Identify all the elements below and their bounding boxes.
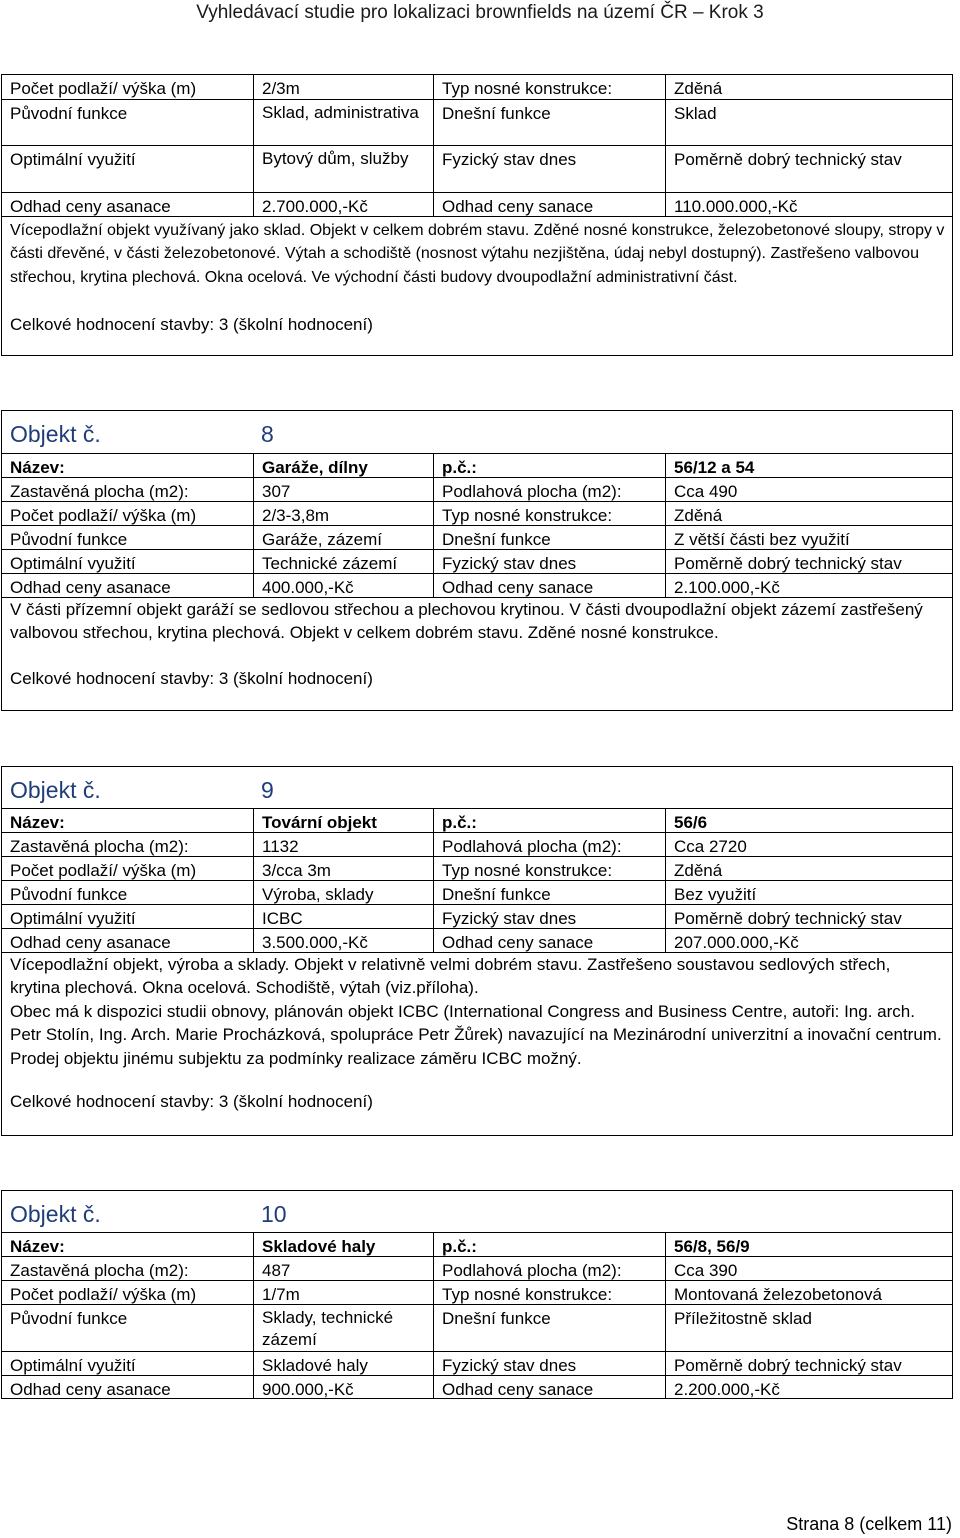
row-costs — [2, 192, 952, 216]
label-floors: Počet podlaží/ výška (m) — [10, 79, 197, 98]
value-demolition-cost: 3.500.000,-Kč — [253, 928, 433, 952]
value-demolition-cost: 2.700.000,-Kč — [253, 192, 433, 216]
overall-rating: Celkové hodnocení stavby: 3 (školní hodnocení) — [10, 1092, 373, 1111]
value-remediation-cost: 2.200.000,-Kč — [665, 1375, 952, 1399]
page-number: Strana 8 (celkem 11) — [786, 1514, 952, 1534]
value-floor-area: Cca 490 — [665, 477, 952, 501]
description: V části přízemní objekt garáží se sedlovou střechou a plechovou krytinou. V části dvoupodlažní objekt zázemí zastřešený valbovou střechou, krytina plechová. Objekt v celkem dobrém stavu. Zděné nosné konstrukce. — [10, 600, 923, 643]
label-name: Název: — [2, 1232, 253, 1256]
row-use — [2, 904, 952, 928]
label-condition: Fyzický stav dnes — [433, 549, 665, 573]
row-function — [2, 1304, 952, 1351]
value-floors: 2/3-3,8m — [253, 501, 433, 525]
label-name: Název: — [2, 453, 253, 477]
value-built-area: 1132 — [253, 832, 433, 856]
value-structure: Zděná — [665, 501, 952, 525]
label-floor-area: Podlahová plocha (m2): — [433, 832, 665, 856]
row-area — [2, 477, 952, 501]
value-built-area: 307 — [253, 477, 433, 501]
object-number: 10 — [261, 1201, 287, 1227]
row-function — [2, 99, 952, 145]
overall-rating: Celkové hodnocení stavby: 3 (školní hodnocení) — [10, 315, 373, 334]
value-demolition-cost: 400.000,-Kč — [253, 573, 433, 597]
label-remediation-cost: Odhad ceny sanace — [433, 573, 665, 597]
value-current-function: Z větší části bez využití — [665, 525, 952, 549]
value-structure: Zděná — [665, 75, 952, 99]
value-remediation-cost: 110.000.000,-Kč — [665, 192, 952, 216]
value-original-function: Výroba, sklady — [253, 880, 433, 904]
row-use — [2, 1351, 952, 1375]
label-structure: Typ nosné konstrukce: — [433, 856, 665, 880]
label-parcel: p.č.: — [433, 453, 665, 477]
row-name — [2, 1232, 952, 1256]
row-area — [2, 1256, 952, 1280]
object-number: 8 — [261, 421, 274, 447]
value-name: Skladové haly — [253, 1232, 433, 1256]
row-description — [2, 952, 952, 1137]
value-parcel: 56/8, 56/9 — [665, 1232, 952, 1256]
row-description — [2, 597, 952, 712]
value-remediation-cost: 2.100.000,-Kč — [665, 573, 952, 597]
value-current-function: Sklad — [665, 99, 952, 145]
row-floors — [2, 501, 952, 525]
label-floor-area: Podlahová plocha (m2): — [433, 1256, 665, 1280]
row-name — [2, 808, 952, 832]
label-demolition-cost: Odhad ceny asanace — [2, 928, 253, 952]
object-header — [2, 411, 952, 453]
label-current-function: Dnešní funkce — [433, 525, 665, 549]
label-original-function: Původní funkce — [2, 880, 253, 904]
label-floors: Počet podlaží/ výška (m) — [2, 501, 253, 525]
label-condition: Fyzický stav dnes — [433, 904, 665, 928]
value-demolition-cost: 900.000,-Kč — [253, 1375, 433, 1399]
label-remediation-cost: Odhad ceny sanace — [433, 1375, 665, 1399]
value-optimal-use: ICBC — [253, 904, 433, 928]
row-floors — [2, 75, 952, 99]
label-structure: Typ nosné konstrukce: — [433, 75, 665, 99]
value-parcel: 56/6 — [665, 808, 952, 832]
label-built-area: Zastavěná plocha (m2): — [2, 477, 253, 501]
object-number-label: Objekt č. — [10, 1201, 101, 1227]
value-remediation-cost: 207.000.000,-Kč — [665, 928, 952, 952]
value-optimal-use: Skladové haly — [253, 1351, 433, 1375]
label-built-area: Zastavěná plocha (m2): — [2, 1256, 253, 1280]
label-demolition-cost: Odhad ceny asanace — [2, 192, 253, 216]
value-condition: Poměrně dobrý technický stav — [665, 1351, 952, 1375]
row-use — [2, 549, 952, 573]
label-current-function: Dnešní funkce — [433, 1304, 665, 1351]
value-floor-area: Cca 2720 — [665, 832, 952, 856]
value-condition: Poměrně dobrý technický stav — [665, 904, 952, 928]
study-note: Obec má k dispozici studii obnovy, plánován objekt ICBC (International Congress and Business Centre, autoři: Ing. arch. Petr Stolín, Ing. Arch. Marie Procházková, spolupráce Petr Žůrek) navazující na Mezinárodní univerzitní a inovační centrum. Prodej objektu jinému subjektu za podmínky realizace záměru ICBC možný. — [10, 1002, 942, 1068]
object-number-label: Objekt č. — [10, 421, 101, 447]
value-parcel: 56/12 a 54 — [665, 453, 952, 477]
label-name: Název: — [2, 808, 253, 832]
object-8-table — [1, 410, 953, 711]
row-function — [2, 880, 952, 904]
value-structure: Montovaná železobetonová — [665, 1280, 952, 1304]
label-optimal-use: Optimální využití — [2, 1351, 253, 1375]
object-table-continued — [1, 74, 953, 356]
label-remediation-cost: Odhad ceny sanace — [433, 192, 665, 216]
value-optimal-use: Bytový dům, služby — [253, 145, 433, 192]
label-parcel: p.č.: — [433, 808, 665, 832]
overall-rating: Celkové hodnocení stavby: 3 (školní hodnocení) — [10, 669, 373, 688]
object-header — [2, 1191, 952, 1232]
label-original-function: Původní funkce — [2, 99, 253, 145]
label-current-function: Dnešní funkce — [433, 880, 665, 904]
label-condition: Fyzický stav dnes — [433, 1351, 665, 1375]
label-demolition-cost: Odhad ceny asanace — [2, 1375, 253, 1399]
row-floors — [2, 1280, 952, 1304]
value-original-function: Sklad, administrativa — [253, 99, 433, 145]
row-costs — [2, 928, 952, 952]
value-floors: 1/7m — [253, 1280, 433, 1304]
value-condition: Poměrně dobrý technický stav — [665, 549, 952, 573]
row-area — [2, 832, 952, 856]
label-floors: Počet podlaží/ výška (m) — [2, 1280, 253, 1304]
value-condition: Poměrně dobrý technický stav — [665, 145, 952, 192]
label-structure: Typ nosné konstrukce: — [433, 1280, 665, 1304]
label-structure: Typ nosné konstrukce: — [433, 501, 665, 525]
value-current-function: Příležitostně sklad — [665, 1304, 952, 1351]
label-optimal-use: Optimální využití — [2, 904, 253, 928]
object-10-table — [1, 1190, 953, 1399]
label-parcel: p.č.: — [433, 1232, 665, 1256]
label-original-function: Původní funkce — [2, 1304, 253, 1351]
label-optimal-use: Optimální využití — [2, 145, 253, 192]
object-9-table — [1, 766, 953, 1136]
value-name: Garáže, dílny — [253, 453, 433, 477]
label-floors: Počet podlaží/ výška (m) — [2, 856, 253, 880]
object-number: 9 — [261, 777, 274, 803]
label-current-function: Dnešní funkce — [433, 99, 665, 145]
object-number-label: Objekt č. — [10, 777, 101, 803]
description: Vícepodlažní objekt využívaný jako sklad. Objekt v celkem dobrém stavu. Zděné nosné konstrukce, železobetonové sloupy, stropy v části dřevěné, v části železobetonové. Výtah a schodiště (nosnost výtahu nezjištěna, údaj nebyl dostupný). Zastřešeno valbovou střechou, krytina plechová. Okna ocelová. Ve východní části budovy dvoupodlažní administrativní část. — [10, 222, 945, 286]
object-header — [2, 767, 952, 808]
label-optimal-use: Optimální využití — [2, 549, 253, 573]
value-name: Tovární objekt — [253, 808, 433, 832]
row-costs — [2, 1375, 952, 1399]
label-condition: Fyzický stav dnes — [433, 145, 665, 192]
value-floor-area: Cca 390 — [665, 1256, 952, 1280]
value-original-function: Sklady, technické zázemí — [253, 1304, 433, 1351]
row-function — [2, 525, 952, 549]
value-current-function: Bez využití — [665, 880, 952, 904]
row-use — [2, 145, 952, 192]
value-floors: 2/3m — [253, 75, 433, 99]
row-name — [2, 453, 952, 477]
label-remediation-cost: Odhad ceny sanace — [433, 928, 665, 952]
label-built-area: Zastavěná plocha (m2): — [2, 832, 253, 856]
row-description — [2, 216, 952, 357]
value-original-function: Garáže, zázemí — [253, 525, 433, 549]
label-floor-area: Podlahová plocha (m2): — [433, 477, 665, 501]
value-floors: 3/cca 3m — [253, 856, 433, 880]
value-structure: Zděná — [665, 856, 952, 880]
value-optimal-use: Technické zázemí — [253, 549, 433, 573]
label-original-function: Původní funkce — [2, 525, 253, 549]
description: Vícepodlažní objekt, výroba a sklady. Objekt v relativně velmi dobrém stavu. Zastřešeno soustavou sedlových střech, krytina plechová. Okna ocelová. Schodiště, výtah (viz.příloha). — [10, 955, 891, 998]
row-costs — [2, 573, 952, 597]
row-floors — [2, 856, 952, 880]
page-header: Vyhledávací studie pro lokalizaci brownfields na území ČR – Krok 3 — [196, 2, 764, 23]
label-demolition-cost: Odhad ceny asanace — [2, 573, 253, 597]
value-built-area: 487 — [253, 1256, 433, 1280]
